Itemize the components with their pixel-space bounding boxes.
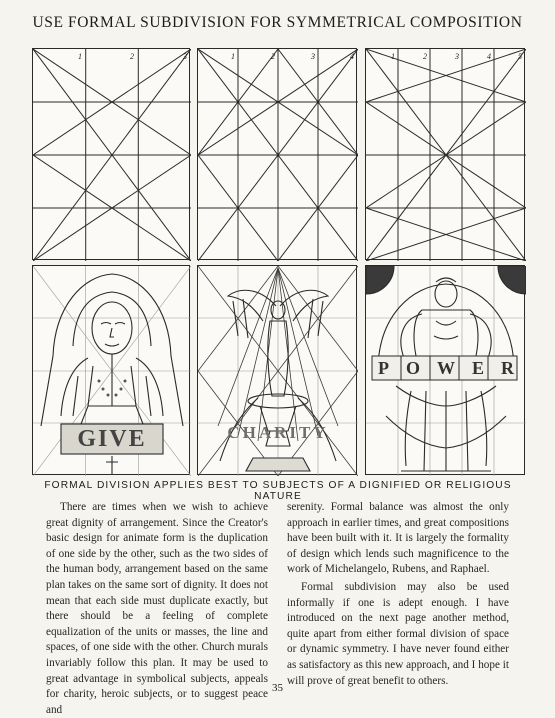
paragraph: Formal subdivision may also be used informally if one is adept enough. I have introduced on the next page another method, quite apart from either formal division of space or dynamic symmetry. I have never found either as satisfactory as this new approach, and I hope it will prove of great benefit to others.	[287, 580, 509, 687]
column-number: 1	[231, 52, 235, 61]
grid-diagram-1	[33, 49, 191, 261]
illustration-word: CHARITY	[227, 423, 329, 442]
column-number: 4	[487, 52, 491, 61]
diagram-five-columns	[365, 48, 525, 260]
paragraph: There are times when we wish to achieve great dignity of arrangement. Since the Creator's basic design for animate form is the duplication of one side by the other, such as the two sides of the human body, arrangement based on the same plan takes on the same sort of dignity. It does not mean that each side must duplicate exactly, but there should be a feeling of complete equalization of the units or masses, the line and spaces, of one side with the other. Church murals invariably follow this plan. It may be used to great advantage in symbolical subjects, appeals for charity, heroic subjects, or to suggest peace and	[46, 501, 268, 716]
illustration-power	[365, 265, 532, 475]
illustration-word: GIVE	[77, 426, 147, 452]
column-number: 3	[455, 52, 459, 61]
grid-diagram-2	[198, 49, 358, 261]
winged-figure-sketch	[198, 266, 358, 476]
column-number: 4	[350, 52, 354, 61]
page-title: USE FORMAL SUBDIVISION FOR SYMMETRICAL COMPOSITION	[32, 14, 523, 31]
column-number: 1	[391, 52, 395, 61]
diagram-four-columns	[197, 48, 357, 260]
column-number: 1	[78, 52, 82, 61]
illustration-word: POWER	[378, 358, 532, 378]
column-number: 5	[518, 52, 522, 61]
column-number: 2	[423, 52, 427, 61]
column-number: 3	[183, 52, 187, 61]
column-number: 2	[271, 52, 275, 61]
illustration-charity	[197, 265, 357, 475]
illustration-give	[32, 265, 190, 475]
diagram-three-columns	[32, 48, 190, 260]
page-number: 35	[272, 682, 283, 694]
body-column-right	[287, 500, 509, 689]
grid-diagram-3	[366, 49, 526, 261]
paragraph: serenity. Formal balance was almost the only approach in earlier times, and great compositions have been built with it. It is largely the formality of design which lends such magnificence to the work of Michelangelo, Rubens, and Raphael.	[287, 501, 509, 576]
column-number: 2	[130, 52, 134, 61]
column-number: 3	[311, 52, 315, 61]
figure-caption: FORMAL DIVISION APPLIES BEST TO SUBJECTS OF A DIGNIFIED OR RELIGIOUS NATURE	[44, 480, 512, 502]
